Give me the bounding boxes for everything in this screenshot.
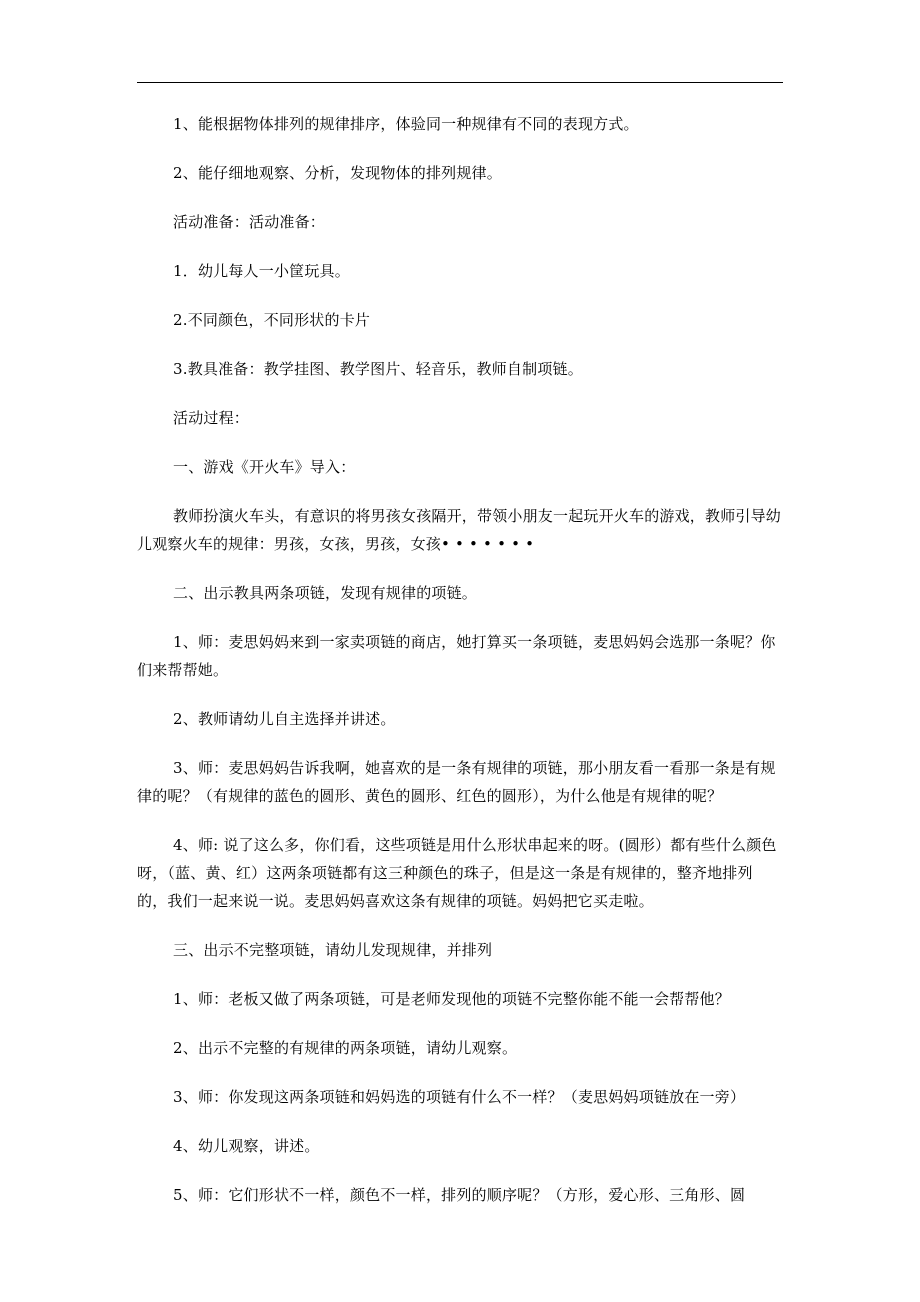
paragraph: 1、师：麦思妈妈来到一家卖项链的商店，她打算买一条项链，麦思妈妈会选那一条呢？你们来帮帮她。 [137, 633, 776, 679]
paragraph: 1、能根据物体排列的规律排序，体验同一种规律有不同的表现方式。 [173, 115, 639, 133]
paragraph: 3.教具准备：教学挂图、教学图片、轻音乐，教师自制项链。 [173, 360, 583, 378]
paragraph: 1．幼儿每人一小筐玩具。 [173, 262, 350, 280]
paragraph: 活动过程： [173, 409, 250, 427]
paragraph: 5、师：它们形状不一样，颜色不一样，排列的顺序呢？（方形，爱心形、三角形、圆 [173, 1186, 746, 1204]
paragraph: 一、游戏《开火车》导入： [173, 458, 356, 476]
paragraph: 4、师: 说了这么多，你们看，这些项链是用什么形状串起来的呀。(圆形）都有些什么颜色呀，（蓝、黄、红）这两条项链都有这三种颜色的珠子，但是这一条是有规律的，整齐地排列的，我们一起来说一说。麦思妈妈喜欢这条有规律的项链。妈妈把它买走啦。 [137, 836, 777, 910]
paragraph: 2.不同颜色，不同形状的卡片 [173, 311, 371, 329]
paragraph: 3、师：你发现这两条项链和妈妈选的项链有什么不一样？（麦思妈妈项链放在一旁） [173, 1088, 746, 1106]
paragraph: 1、师：老板又做了两条项链，可是老师发现他的项链不完整你能不能一会帮帮他？ [173, 990, 730, 1008]
paragraph: 3、师：麦思妈妈告诉我啊，她喜欢的是一条有规律的项链，那小朋友看一看那一条是有规律的呢？（有规律的蓝色的圆形、黄色的圆形、红色的圆形），为什么他是有规律的呢？ [137, 759, 776, 805]
paragraph: 二、出示教具两条项链，发现有规律的项链。 [173, 584, 478, 602]
paragraph: 4、幼儿观察，讲述。 [173, 1137, 320, 1155]
paragraph: 活动准备：活动准备： [173, 213, 326, 231]
paragraph: 2、能仔细地观察、分析，发现物体的排列规律。 [173, 164, 502, 182]
header-rule [137, 82, 783, 83]
paragraph: 教师扮演火车头，有意识的将男孩女孩隔开，带领小朋友一起玩开火车的游戏，教师引导幼儿观察火车的规律：男孩，女孩，男孩，女孩• • • • • • • [137, 507, 782, 553]
paragraph: 2、出示不完整的有规律的两条项链，请幼儿观察。 [173, 1039, 518, 1057]
paragraph: 三、出示不完整项链，请幼儿发现规律，并排列 [173, 941, 493, 959]
paragraph: 2、教师请幼儿自主选择并讲述。 [173, 710, 396, 728]
document-body [137, 110, 783, 1209]
